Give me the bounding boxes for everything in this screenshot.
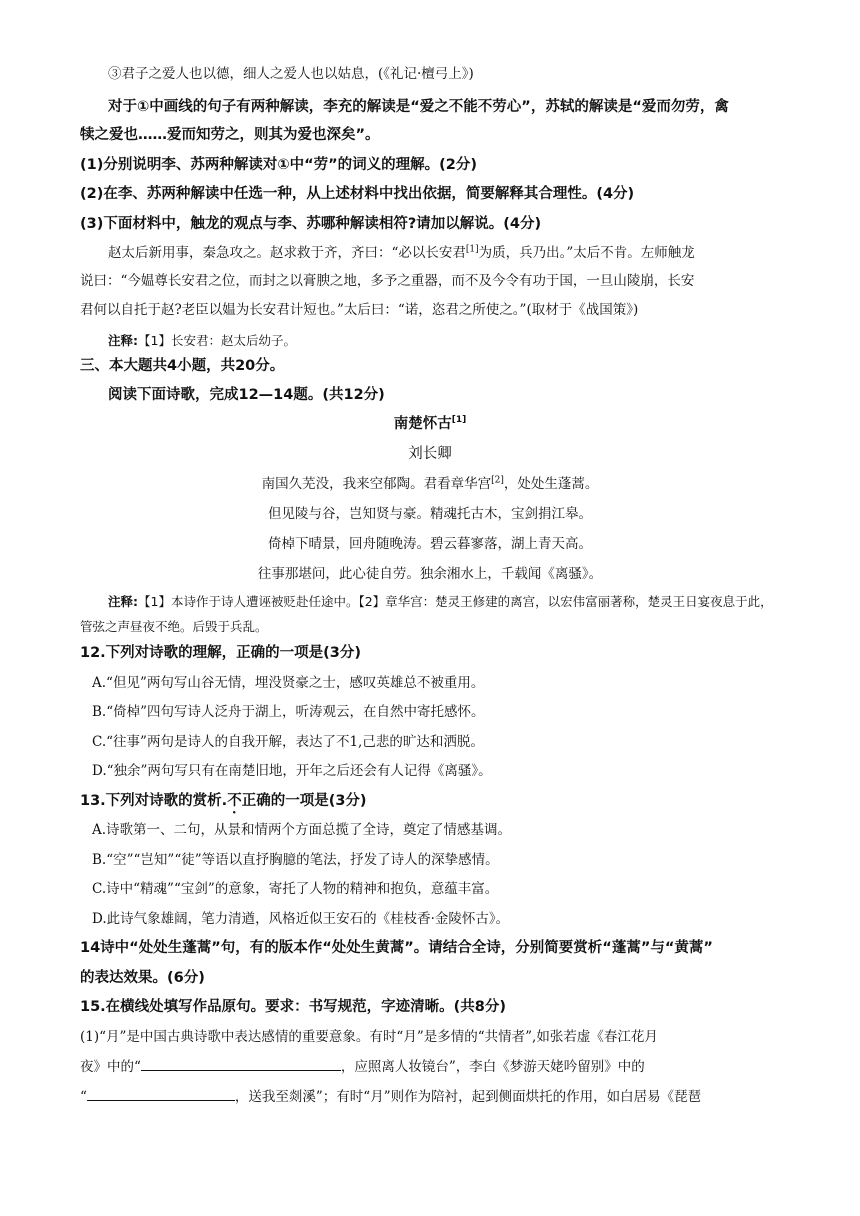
question-12-option-d: D.“独余”两句写只有在南楚旧地，开年之后还会有人记得《离骚》。 [92,763,492,779]
question-15: 15.在横线处填写作品原句。要求：书写规范，字迹清晰。(共8分) [80,999,507,1015]
q13-text: 13.下列对诗歌的赏析. [80,793,228,809]
passage-text: 赵太后新用事，秦急攻之。赵求救于齐，齐曰：“必以长安君 [108,245,466,261]
question-13-option-c: C.诗中“精魂”“宝剑”的意象，寄托了人物的精神和抱负，意蕴丰富。 [92,881,499,897]
fill-line-1: (1)“月”是中国古典诗歌中表达感情的重要意象。有时“月”是多情的“共情者”,如张若虚《春江花月 [80,1029,658,1045]
footnote-marker: [1] [451,415,467,426]
passage-note [108,331,296,351]
poem-verse-1 [0,474,860,494]
q13-emphasis: 不 [227,793,242,809]
question-12-option-b: B.“倚棹”四句写诗人泛舟于湖上，听涛观云，在自然中寄托感怀。 [92,704,485,720]
section-3-heading: 三、本大题共4小题，共20分。 [80,358,285,374]
question-11-1: (1)分别说明李、苏两种解读对①中“劳”的词义的理解。(2分) [80,157,478,173]
reading-instruction: 阅读下面诗歌，完成12—14题。(共12分) [108,387,385,403]
fill-text: ，送我至剡溪”；有时“月”则作为陪衬，起到侧面烘托的作用，如白居易《琵琶 [234,1089,702,1105]
question-14-line-1: 14诗中“处处生蓬蒿”句，有的版本作“处处生黄蒿”。请结合全诗，分别简要赏析“蓬蒿”与“黄蒿” [80,940,713,956]
question-13-option-a: A.诗歌第一、二句，从景和情两个方面总揽了全诗，奠定了情感基调。 [92,822,512,838]
question-12-option-a: A.“但见”两句写山谷无情，埋没贤豪之士，感叹英雄总不被重用。 [92,675,485,691]
q13-text: 正确的一项是(3分) [241,793,367,809]
poem-title [0,414,860,434]
footnote-marker: [2] [491,475,504,486]
question-13 [80,791,367,817]
fill-text: 夜》中的“ [80,1059,141,1075]
question-13-option-d: D.此诗气象雄阔，笔力清遒，风格近似王安石的《桂枝香·金陵怀古》。 [92,911,510,927]
note-label: 注释: [108,594,138,609]
poem-title-text: 南楚怀古 [393,416,452,432]
question-11-3: (3)下面材料中，触龙的观点与李、苏哪种解读相符?请加以解说。(4分) [80,216,542,232]
answer-blank-1[interactable] [141,1056,341,1071]
fill-line-2 [80,1056,645,1077]
fill-text: “ [80,1089,87,1105]
note-text: 【1】本诗作于诗人遭诬被贬赴任途中。【2】章华宫：楚灵王修建的离宫，以宏伟富丽著称，楚灵王日宴夜息于此， [138,594,773,609]
material-3-line: ③君子之爱人也以德，细人之爱人也以姑息，(《礼记·檀弓上》) [108,66,474,82]
intro-line-1: 对于①中画线的句子有两种解读，李充的解读是“爱之不能不劳心”，苏轼的解读是“爱而勿劳，禽 [108,99,729,115]
footnote-marker: [1] [465,244,479,255]
poem-verse-2: 但见陵与谷，岂知贤与豪。精魂托古木，宝剑捐江皋。 [268,506,592,522]
verse-text: 南国久芜没，我来空郁陶。君看章华宫 [261,476,492,492]
fill-line-3 [80,1086,701,1107]
intro-line-2: 犊之爱也……爱而知劳之，则其为爱也深矣”。 [80,127,380,143]
passage-line-2: 说曰：“今媪尊长安君之位，而封之以膏腴之地，多予之重器，而不及今令有功于国，一旦山陵崩，长安 [80,273,695,289]
question-12-option-c: C.“往事”两句是诗人的自我开解，表达了不1,己悲的旷达和洒脱。 [92,734,484,750]
passage-line-1 [108,243,695,263]
fill-text: ，应照离人妆镜台”，李白《梦游天姥吟留别》中的 [340,1059,645,1075]
passage-text: 为质，兵乃出。”太后不肯。左师触龙 [478,245,695,261]
passage-line-3: 君何以自托于赵?老臣以媪为长安君计短也。”太后曰：“诺，恣君之所使之。”(取材于《战国策》) [80,302,639,318]
answer-blank-2[interactable] [87,1086,235,1101]
poem-verse-4: 往事那堪问，此心徒自劳。独余湘水上，千载闻《离骚》。 [257,566,603,582]
question-12: 12.下列对诗歌的理解，正确的一项是(3分) [80,645,362,661]
question-11-2: (2)在李、苏两种解读中任选一种，从上述材料中找出依据，简要解释其合理性。(4分) [80,186,635,202]
verse-text: ，处处生蓬蒿。 [503,476,599,492]
question-14-line-2: 的表达效果。(6分) [80,970,205,986]
poem-note-1 [108,592,773,612]
question-13-option-b: B.“空”“岂知”“徒”等语以直抒胸臆的笔法，抒发了诗人的深挚感情。 [92,852,499,868]
note-label: 注释: [108,333,138,348]
poem-author: 刘长卿 [408,446,452,462]
poem-verse-3: 倚棹下晴景，回舟随晚涛。碧云暮寥落，湖上青天高。 [268,536,592,552]
note-text: 【1】长安君：赵太后幼子。 [138,333,296,348]
poem-note-2: 管弦之声昼夜不绝。后毁于兵乱。 [80,619,268,634]
